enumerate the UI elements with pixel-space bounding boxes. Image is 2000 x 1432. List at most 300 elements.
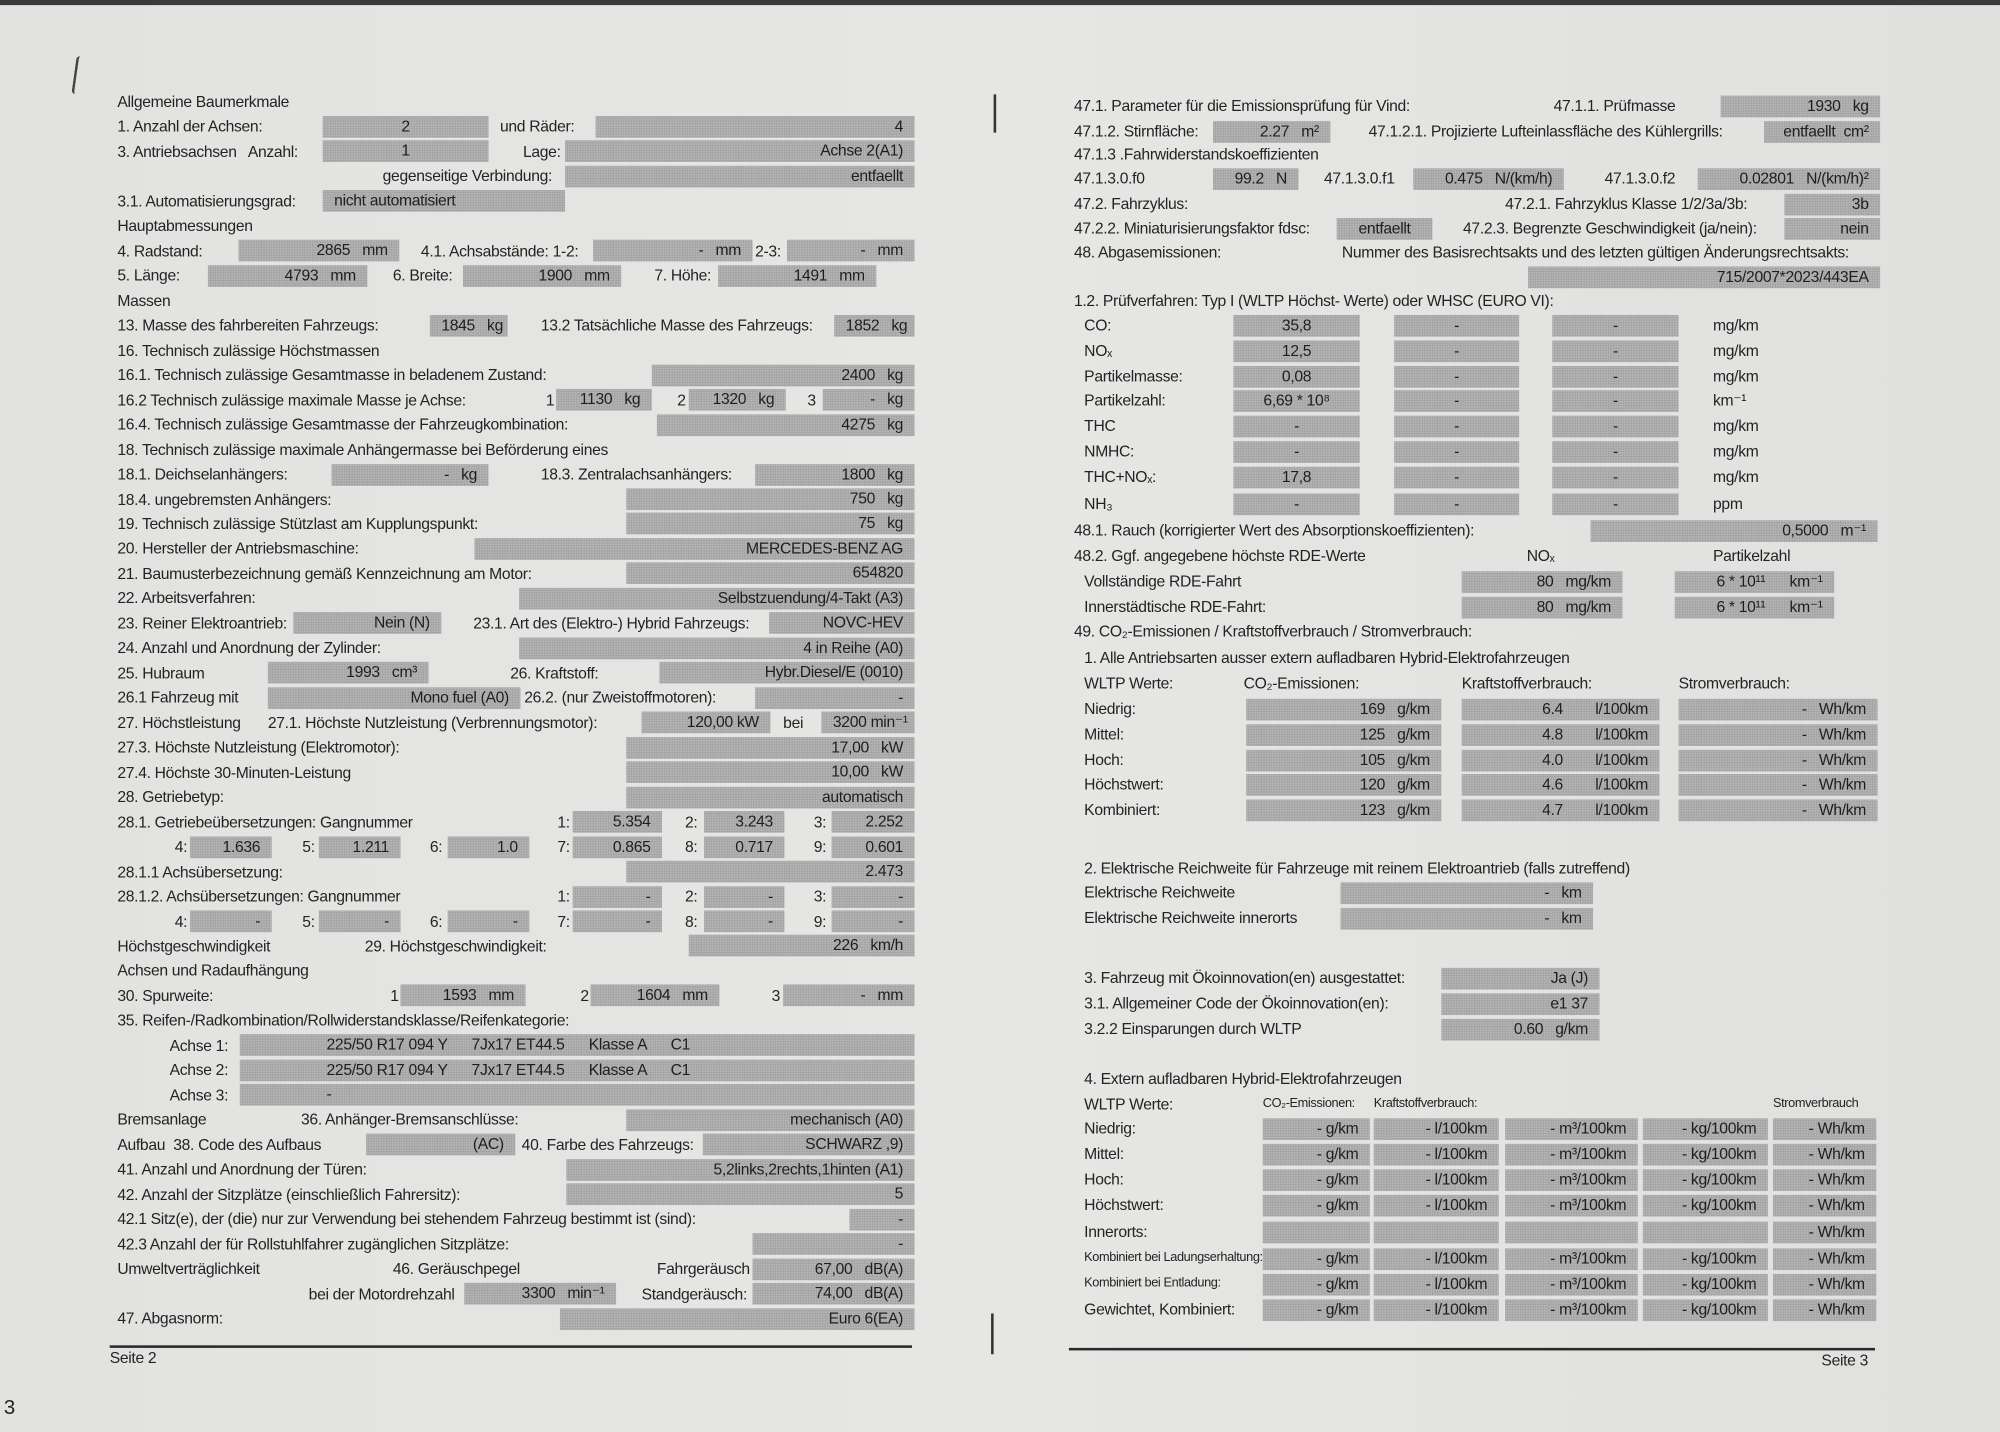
field-value: 2.27 m² bbox=[1213, 121, 1330, 143]
field-label: Massen bbox=[117, 291, 171, 310]
field-label: Lage: bbox=[522, 142, 561, 161]
field-label: 3.2.2 Einsparungen durch WLTP bbox=[1084, 1020, 1302, 1039]
field-label: 35. Reifen-/Radkombination/Rollwiderstandsklasse/Reifenkategorie: bbox=[117, 1011, 570, 1030]
field-value: e1 37 bbox=[1441, 993, 1599, 1015]
field-value: - Wh/km bbox=[1773, 1273, 1876, 1295]
field-value: 225/50 R17 094 Y 7Jx17 ET44.5 Klasse A C1 bbox=[240, 1059, 915, 1081]
field-value: 2.252 bbox=[832, 811, 915, 833]
field-value: - bbox=[1552, 314, 1678, 336]
field-value: - bbox=[1233, 441, 1359, 463]
field-value: - l/100km bbox=[1374, 1194, 1499, 1216]
field-value: SCHWARZ ,9) bbox=[703, 1134, 915, 1156]
footer-rule-right bbox=[1069, 1348, 1875, 1350]
field-label: gegenseitige Verbindung: bbox=[382, 167, 553, 186]
field-label: 41. Anzahl und Anordnung der Türen: bbox=[117, 1160, 367, 1179]
field-label: Elektrische Reichweite bbox=[1084, 883, 1235, 902]
field-label: 1. Alle Antriebsarten ausser extern aufladbaren Hybrid-Elektrofahrzeugen bbox=[1084, 649, 1570, 667]
field-value: Selbstzuendung/4-Takt (A3) bbox=[519, 588, 914, 610]
field-label: Hoch: bbox=[1084, 1170, 1124, 1189]
field-value: - bbox=[319, 910, 401, 932]
field-value: 3b bbox=[1784, 193, 1880, 215]
field-value: - bbox=[1394, 466, 1519, 488]
field-label: 13. Masse des fahrbereiten Fahrzeugs: bbox=[117, 316, 379, 335]
field-label: 27.3. Höchste Nutzleistung (Elektromotor): bbox=[117, 738, 400, 757]
field-label: Höchstwert: bbox=[1084, 1196, 1164, 1214]
field-value: 5 bbox=[566, 1184, 914, 1206]
field-label: WLTP Werte: bbox=[1084, 674, 1174, 693]
field-label: Partikelmasse: bbox=[1084, 367, 1183, 386]
field-label: 47.1.2. Stirnfläche: bbox=[1073, 122, 1199, 141]
field-label: 18. Technisch zulässige maximale Anhängermasse bei Beförderung eines bbox=[117, 440, 609, 459]
field-value: 6.4 l/100km bbox=[1462, 698, 1660, 720]
field-label: 48. Abgasemissionen: bbox=[1073, 243, 1222, 262]
field-value: nicht automatisiert bbox=[323, 190, 565, 212]
field-value: Nein (N) bbox=[293, 613, 441, 635]
field-value: 1593 mm bbox=[401, 985, 526, 1007]
field-value: 1800 kg bbox=[755, 464, 914, 486]
field-label: Hoch: bbox=[1084, 751, 1124, 769]
field-value: (AC) bbox=[366, 1134, 515, 1156]
field-label: 16. Technisch zulässige Höchstmassen bbox=[117, 341, 380, 360]
field-label: 28.1. Getriebeübersetzungen: Gangnummer bbox=[117, 813, 413, 831]
field-value: - km bbox=[1341, 882, 1594, 904]
field-value: 1993 cm³ bbox=[268, 662, 429, 684]
field-value: Ja (J) bbox=[1441, 967, 1599, 989]
field-value: 6 * 10¹¹ km⁻¹ bbox=[1675, 596, 1834, 618]
field-value: - g/km bbox=[1263, 1118, 1370, 1140]
field-label: 28. Getriebetyp: bbox=[117, 788, 224, 807]
field-label: 2-3: bbox=[755, 242, 781, 260]
field-value: - bbox=[1552, 365, 1678, 387]
field-value: - Wh/km bbox=[1773, 1221, 1876, 1243]
field-value: - l/100km bbox=[1374, 1273, 1499, 1295]
field-value: - bbox=[1233, 415, 1359, 437]
page-number-left: Seite 2 bbox=[109, 1349, 157, 1368]
footer-rule-left bbox=[110, 1345, 912, 1347]
field-value: 1852 kg bbox=[834, 315, 914, 337]
field-label: Nummer des Basisrechtsakts und des letzten gültigen Änderungsrechtsakts: bbox=[1341, 243, 1849, 262]
field-label: 3 bbox=[807, 391, 816, 409]
field-label: mg/km bbox=[1713, 367, 1759, 386]
field-label: THC+NOₓ: bbox=[1084, 467, 1157, 486]
field-label: CO₂-Emissionen: bbox=[1262, 1096, 1355, 1111]
field-label: 7. Höhe: bbox=[654, 266, 712, 285]
field-value: 120,00 kW bbox=[642, 712, 771, 734]
field-label: 3.1. Allgemeiner Code der Ökoinnovation(en): bbox=[1084, 994, 1389, 1013]
field-value: - m³/100km bbox=[1505, 1169, 1638, 1191]
field-value: - bbox=[1552, 415, 1678, 437]
field-label: 7: bbox=[557, 912, 570, 931]
field-label: WLTP Werte: bbox=[1084, 1095, 1174, 1114]
field-label: 28.1.1 Achsübersetzung: bbox=[117, 862, 283, 881]
field-label: 9: bbox=[813, 912, 827, 931]
field-value: 1 bbox=[323, 141, 489, 163]
field-label: 1 bbox=[390, 986, 399, 1005]
field-label: 47.1.2.1. Projizierte Lufteinlassfläche des Kühlergrills: bbox=[1368, 122, 1723, 141]
field-value: - bbox=[753, 1233, 915, 1255]
field-value: 0,08 bbox=[1233, 365, 1359, 387]
field-value bbox=[1374, 1221, 1499, 1243]
field-value: 4 bbox=[596, 116, 915, 138]
field-label: Allgemeine Baumerkmale bbox=[117, 93, 290, 111]
field-value: - m³/100km bbox=[1505, 1143, 1638, 1165]
field-label: 47.1.3.0.f2 bbox=[1604, 169, 1676, 188]
field-value: entfaellt cm² bbox=[1764, 121, 1880, 143]
field-label: 1: bbox=[557, 813, 570, 831]
field-value: nein bbox=[1784, 217, 1880, 239]
field-value: 0.601 bbox=[832, 836, 915, 858]
field-label: 47.2. Fahrzyklus: bbox=[1073, 195, 1188, 213]
field-value: 4793 mm bbox=[208, 265, 367, 287]
field-value: 0,5000 m⁻¹ bbox=[1591, 520, 1878, 542]
field-label: Partikelzahl: bbox=[1084, 391, 1166, 410]
field-value: - Wh/km bbox=[1773, 1299, 1876, 1321]
field-label: 27. Höchstleistung bbox=[117, 713, 241, 732]
field-label: 4.1. Achsabstände: 1-2: bbox=[420, 242, 579, 260]
field-value: - l/100km bbox=[1374, 1118, 1499, 1140]
field-label: 49. CO₂-Emissionen / Kraftstoffverbrauch / Stromverbrauch: bbox=[1073, 622, 1472, 641]
field-label: 5. Länge: bbox=[117, 266, 180, 285]
field-label: mg/km bbox=[1713, 442, 1759, 461]
field-value: - kg/100km bbox=[1643, 1248, 1768, 1270]
field-label: 4. Radstand: bbox=[117, 242, 203, 260]
field-label: 30. Spurweite: bbox=[117, 986, 214, 1005]
field-label: 9: bbox=[813, 837, 827, 856]
field-label: 47.1.1. Prüfmasse bbox=[1553, 96, 1676, 115]
field-label: 47. Abgasnorm: bbox=[117, 1309, 223, 1328]
field-value: 1.636 bbox=[190, 836, 272, 858]
field-label: 24. Anzahl und Anordnung der Zylinder: bbox=[117, 639, 381, 658]
field-value: 17,00 kW bbox=[626, 737, 914, 759]
field-value: 5,2links,2rechts,1hinten (A1) bbox=[566, 1159, 914, 1181]
field-label: mg/km bbox=[1713, 416, 1759, 435]
field-label: NH₃ bbox=[1084, 494, 1113, 513]
fold-mark-top bbox=[994, 94, 996, 132]
field-value: 4 in Reihe (A0) bbox=[519, 637, 914, 659]
field-value: 654820 bbox=[626, 563, 914, 585]
field-value: - bbox=[1552, 390, 1678, 412]
field-value: - Wh/km bbox=[1679, 799, 1878, 821]
field-value: - kg bbox=[823, 389, 915, 411]
field-value: - mm bbox=[593, 240, 752, 262]
field-value: 2.473 bbox=[626, 861, 914, 883]
field-value: - kg/100km bbox=[1643, 1273, 1768, 1295]
field-label: Kraftstoffverbrauch: bbox=[1373, 1096, 1478, 1111]
field-value: mechanisch (A0) bbox=[626, 1109, 914, 1131]
field-value: - bbox=[1394, 493, 1519, 515]
field-label: Innerstädtische RDE-Fahrt: bbox=[1084, 598, 1266, 616]
field-value: - bbox=[1394, 390, 1519, 412]
field-value: entfaellt bbox=[1337, 217, 1433, 239]
field-value: - kg/100km bbox=[1643, 1118, 1768, 1140]
field-label: 47.1.3.0.f0 bbox=[1073, 169, 1145, 188]
field-value: - mm bbox=[787, 240, 915, 262]
field-label: Niedrig: bbox=[1084, 700, 1136, 718]
field-value: Euro 6(EA) bbox=[560, 1308, 915, 1330]
field-value: 10,00 kW bbox=[626, 762, 914, 784]
field-label: 1 bbox=[545, 391, 555, 409]
field-label: 2: bbox=[684, 887, 698, 906]
field-value: 3200 min⁻¹ bbox=[821, 712, 914, 734]
field-value: automatisch bbox=[626, 786, 914, 808]
field-label: 3. Fahrzeug mit Ökoinnovation(en) ausgestattet: bbox=[1084, 969, 1405, 988]
field-value: - bbox=[832, 886, 915, 908]
field-label: 26. Kraftstoff: bbox=[510, 664, 599, 682]
field-value: - Wh/km bbox=[1773, 1194, 1876, 1216]
field-label: und Räder: bbox=[499, 117, 575, 136]
field-value: 1491 mm bbox=[718, 265, 876, 287]
field-value: 67,00 dB(A) bbox=[753, 1258, 915, 1280]
field-value: - Wh/km bbox=[1773, 1143, 1876, 1165]
field-value: 123 g/km bbox=[1246, 799, 1441, 821]
field-value: MERCEDES-BENZ AG bbox=[474, 538, 914, 560]
field-value: 169 g/km bbox=[1246, 698, 1441, 720]
field-value: - bbox=[1552, 340, 1678, 362]
field-label: Standgeräusch: bbox=[641, 1284, 747, 1303]
field-label: 28.1.2. Achsübersetzungen: Gangnummer bbox=[117, 887, 401, 906]
field-label: bei der Motordrehzahl bbox=[308, 1284, 455, 1303]
field-label: Stromverbrauch bbox=[1772, 1096, 1859, 1111]
field-value: - g/km bbox=[1263, 1248, 1370, 1270]
field-label: 27.1. Höchste Nutzleistung (Verbrennungsmotor): bbox=[267, 713, 598, 732]
field-label: 47.2.2. Miniaturisierungsfaktor fdsc: bbox=[1073, 219, 1310, 238]
field-value: 0.475 N/(km/h) bbox=[1413, 168, 1564, 190]
field-value: - g/km bbox=[1263, 1169, 1370, 1191]
field-label: 5: bbox=[302, 912, 315, 931]
field-value: 1.211 bbox=[319, 836, 401, 858]
field-label: mg/km bbox=[1713, 316, 1759, 335]
field-label: bei bbox=[783, 713, 804, 732]
field-value: 17,8 bbox=[1233, 466, 1359, 488]
field-value: - g/km bbox=[1263, 1194, 1370, 1216]
field-label: 1. Anzahl der Achsen: bbox=[117, 117, 263, 136]
field-value: - bbox=[240, 1084, 915, 1106]
field-value: 6,69 * 10⁸ bbox=[1233, 390, 1359, 412]
field-label: NOₓ bbox=[1084, 341, 1112, 360]
field-value: - g/km bbox=[1263, 1143, 1370, 1165]
field-label: 3 bbox=[771, 986, 781, 1005]
field-value: - bbox=[1552, 493, 1678, 515]
field-label: 46. Geräuschpegel bbox=[392, 1259, 520, 1278]
field-value: - bbox=[448, 910, 530, 932]
field-label: km⁻¹ bbox=[1713, 391, 1747, 410]
field-label: 18.3. Zentralachsanhängers: bbox=[540, 465, 732, 484]
corner-mark: 3 bbox=[3, 1397, 15, 1420]
field-value: 1130 kg bbox=[556, 389, 652, 411]
field-label: 6. Breite: bbox=[392, 266, 453, 285]
field-value: - bbox=[704, 910, 784, 932]
field-value: entfaellt bbox=[565, 166, 914, 188]
field-label: 2: bbox=[684, 813, 698, 831]
field-label: 47.1. Parameter für die Emissionsprüfung für Vind: bbox=[1073, 96, 1410, 115]
field-label: Vollständige RDE-Fahrt bbox=[1084, 572, 1242, 591]
field-value: 35,8 bbox=[1233, 314, 1359, 336]
field-label: THC bbox=[1084, 416, 1116, 435]
field-value: 4.8 l/100km bbox=[1462, 724, 1660, 746]
field-value: - Wh/km bbox=[1773, 1118, 1876, 1140]
field-label: NMHC: bbox=[1084, 442, 1135, 461]
field-value: 1604 mm bbox=[591, 985, 720, 1007]
field-label: 18.1. Deichselanhängers: bbox=[117, 465, 288, 484]
field-value: - bbox=[573, 886, 662, 908]
field-label: 21. Baumusterbezeichnung gemäß Kennzeichnung am Motor: bbox=[117, 564, 532, 583]
field-label: Elektrische Reichweite innerorts bbox=[1084, 909, 1298, 928]
field-value: 5.354 bbox=[573, 811, 662, 833]
field-label: mg/km bbox=[1713, 467, 1759, 486]
field-label: 48.1. Rauch (korrigierter Wert des Absorptionskoeffizienten): bbox=[1073, 521, 1475, 540]
field-value: 99.2 N bbox=[1213, 168, 1298, 190]
field-label: 27.4. Höchste 30-Minuten-Leistung bbox=[117, 763, 351, 782]
field-label: Höchstgeschwindigkeit bbox=[117, 937, 271, 956]
field-value: NOVC-HEV bbox=[769, 613, 914, 635]
field-label: 22. Arbeitsverfahren: bbox=[117, 589, 256, 608]
field-value: - bbox=[1552, 466, 1678, 488]
field-value: - m³/100km bbox=[1505, 1299, 1638, 1321]
field-value: - bbox=[1394, 415, 1519, 437]
field-label: Mittel: bbox=[1084, 725, 1124, 744]
field-value: Mono fuel (A0) bbox=[268, 687, 521, 709]
field-value: 3.243 bbox=[704, 811, 784, 833]
field-value: 225/50 R17 094 Y 7Jx17 ET44.5 Klasse A C1 bbox=[240, 1035, 915, 1057]
field-label: 1.2. Prüfverfahren: Typ I (WLTP Höchst- Werte) oder WHSC (EURO VI): bbox=[1073, 292, 1554, 310]
field-value bbox=[1263, 1221, 1370, 1243]
field-value: 4.7 l/100km bbox=[1462, 799, 1660, 821]
field-label: Fahrgeräusch bbox=[656, 1259, 750, 1278]
field-value: Hybr.Diesel/E (0010) bbox=[659, 662, 914, 684]
field-value: - Wh/km bbox=[1679, 749, 1878, 771]
field-label: 19. Technisch zulässige Stützlast am Kupplungspunkt: bbox=[117, 515, 479, 534]
field-label: 25. Hubraum bbox=[117, 664, 205, 682]
field-value: - bbox=[1394, 314, 1519, 336]
field-value: 120 g/km bbox=[1246, 773, 1441, 795]
field-label: Umweltverträglichkeit bbox=[117, 1259, 260, 1278]
field-label: 7: bbox=[557, 837, 570, 856]
field-label: Achse 2: bbox=[169, 1061, 229, 1080]
field-label: 26.1 Fahrzeug mit bbox=[117, 688, 239, 707]
field-label: 29. Höchstgeschwindigkeit: bbox=[364, 937, 547, 956]
field-value: - Wh/km bbox=[1679, 724, 1878, 746]
field-label: 23.1. Art des (Elektro-) Hybrid Fahrzeugs: bbox=[473, 614, 750, 633]
field-label: Achse 3: bbox=[169, 1086, 229, 1105]
field-value: - l/100km bbox=[1374, 1143, 1499, 1165]
field-label: 2 bbox=[580, 986, 589, 1005]
field-value: 80 mg/km bbox=[1462, 571, 1623, 593]
field-label: 40. Farbe des Fahrzeugs: bbox=[521, 1135, 694, 1154]
field-value: 1845 kg bbox=[430, 315, 508, 337]
field-label: Höchstwert: bbox=[1084, 775, 1164, 794]
field-value: - bbox=[1394, 365, 1519, 387]
field-label: Stromverbrauch: bbox=[1678, 674, 1790, 693]
field-label: 8: bbox=[684, 837, 698, 856]
field-label: Kombiniert: bbox=[1084, 800, 1161, 819]
field-label: 16.4. Technisch zulässige Gesamtmasse der Fahrzeugkombination: bbox=[117, 415, 569, 434]
field-value: - l/100km bbox=[1374, 1248, 1499, 1270]
field-label: Mittel: bbox=[1084, 1145, 1124, 1163]
fold-mark-bottom bbox=[991, 1313, 993, 1354]
field-value: 6 * 10¹¹ km⁻¹ bbox=[1675, 571, 1834, 593]
field-value: - Wh/km bbox=[1679, 773, 1878, 795]
field-value: 2400 kg bbox=[652, 364, 915, 386]
field-value: - bbox=[190, 910, 272, 932]
field-value: - m³/100km bbox=[1505, 1194, 1638, 1216]
field-label: CO₂-Emissionen: bbox=[1243, 674, 1360, 693]
field-label: 36. Anhänger-Bremsanschlüsse: bbox=[301, 1111, 519, 1129]
field-value: - kg/100km bbox=[1643, 1169, 1768, 1191]
field-value: Achse 2(A1) bbox=[565, 141, 914, 163]
field-value: - m³/100km bbox=[1505, 1118, 1638, 1140]
field-label: Kraftstoffverbrauch: bbox=[1461, 674, 1592, 693]
field-label: 13.2 Tatsächliche Masse des Fahrzeugs: bbox=[540, 316, 813, 335]
field-label: 6: bbox=[429, 837, 443, 856]
field-value: 0.02801 N/(km/h)² bbox=[1698, 168, 1880, 190]
field-value: 2865 mm bbox=[239, 240, 400, 262]
field-label: Aufbau 38. Code des Aufbaus bbox=[117, 1135, 322, 1154]
field-value: 0.60 g/km bbox=[1441, 1018, 1599, 1040]
field-label: Hauptabmessungen bbox=[117, 217, 253, 236]
field-value bbox=[1505, 1221, 1638, 1243]
scan-speck bbox=[71, 56, 84, 95]
field-label: 26.2. (nur Zweistoffmotoren): bbox=[524, 688, 717, 707]
field-label: 42. Anzahl der Sitzplätze (einschließlich Fahrersitz): bbox=[117, 1185, 461, 1204]
field-value: 3300 min⁻¹ bbox=[464, 1283, 616, 1305]
field-label: 2 bbox=[677, 391, 686, 409]
field-value: 4.6 l/100km bbox=[1462, 773, 1660, 795]
field-label: ppm bbox=[1713, 494, 1743, 513]
field-label: Innerorts: bbox=[1084, 1222, 1148, 1241]
field-value: 80 mg/km bbox=[1462, 596, 1623, 618]
scan-edge bbox=[0, 0, 2000, 5]
field-label: 20. Hersteller der Antriebsmaschine: bbox=[117, 539, 359, 558]
field-value: - km bbox=[1341, 907, 1594, 929]
field-label: CO: bbox=[1084, 316, 1112, 335]
field-value: 226 km/h bbox=[689, 935, 915, 957]
field-value: - bbox=[849, 1208, 914, 1230]
field-value: - kg/100km bbox=[1643, 1299, 1768, 1321]
field-value: 74,00 dB(A) bbox=[753, 1283, 915, 1305]
field-value: - g/km bbox=[1263, 1299, 1370, 1321]
field-label: 48.2. Ggf. angegebene höchste RDE-Werte bbox=[1073, 547, 1366, 565]
field-value: - l/100km bbox=[1374, 1169, 1499, 1191]
field-value: - bbox=[1552, 441, 1678, 463]
field-value: - m³/100km bbox=[1505, 1248, 1638, 1270]
field-value: - g/km bbox=[1263, 1273, 1370, 1295]
field-label: 47.1.3.0.f1 bbox=[1323, 169, 1395, 188]
field-value: - l/100km bbox=[1374, 1299, 1499, 1321]
field-label: 3: bbox=[813, 813, 827, 831]
field-value: - bbox=[1233, 493, 1359, 515]
field-value: 1.0 bbox=[448, 836, 530, 858]
field-label: 4. Extern aufladbaren Hybrid-Elektrofahrzeugen bbox=[1084, 1069, 1402, 1088]
field-value: - bbox=[704, 886, 784, 908]
field-value: - kg bbox=[332, 464, 489, 486]
field-value: - bbox=[832, 910, 915, 932]
field-value: - kg/100km bbox=[1643, 1194, 1768, 1216]
field-value: 105 g/km bbox=[1246, 749, 1441, 771]
field-label: 5: bbox=[302, 837, 315, 856]
field-label: mg/km bbox=[1713, 341, 1759, 360]
field-value: 1930 kg bbox=[1721, 95, 1880, 117]
field-label: Kombiniert bei Ladungserhaltung: bbox=[1084, 1250, 1263, 1265]
field-label: Kombiniert bei Entladung: bbox=[1084, 1276, 1221, 1291]
field-value: 1320 kg bbox=[689, 389, 786, 411]
field-label: Gewichtet, Kombiniert: bbox=[1084, 1300, 1235, 1319]
field-label: 47.1.3 .Fahrwiderstandskoeffizienten bbox=[1073, 145, 1319, 164]
field-label: 3. Antriebsachsen Anzahl: bbox=[117, 142, 298, 161]
field-value: - Wh/km bbox=[1773, 1248, 1876, 1270]
field-label: 47.2.3. Begrenzte Geschwindigkeit (ja/nein): bbox=[1463, 219, 1757, 238]
field-value: 4.0 l/100km bbox=[1462, 749, 1660, 771]
field-value: - bbox=[755, 687, 914, 709]
